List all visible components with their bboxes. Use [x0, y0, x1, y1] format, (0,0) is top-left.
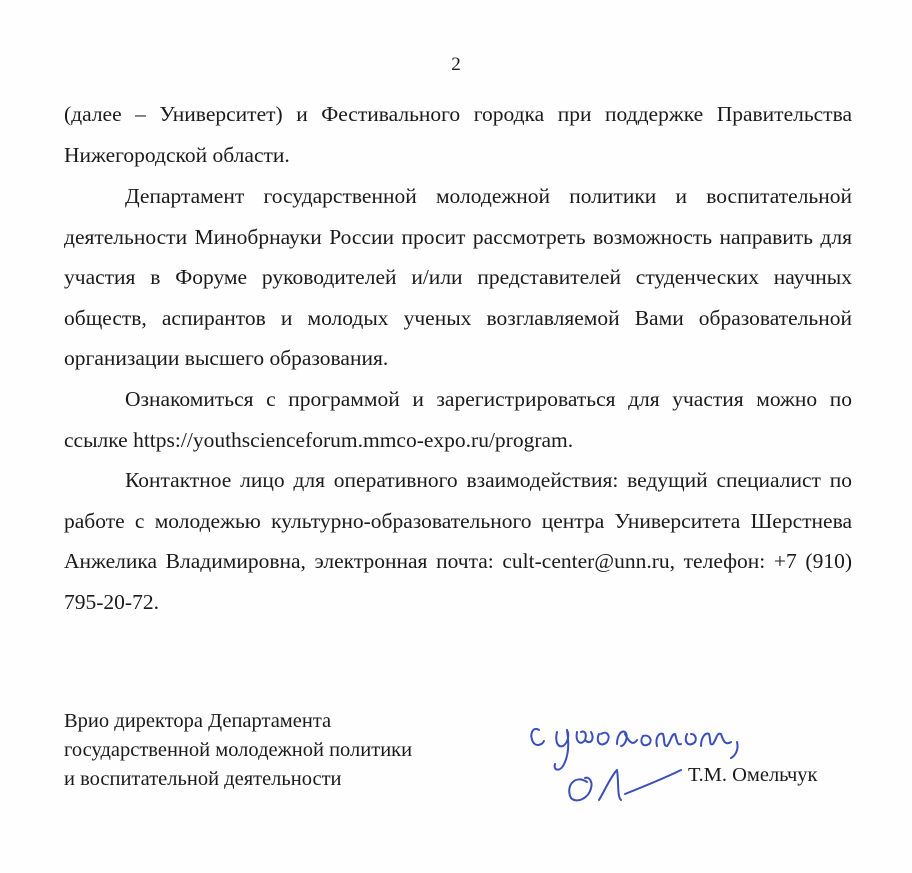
handwritten-signature: [525, 712, 775, 807]
signatory-title-line: государственной молодежной политики: [64, 739, 413, 761]
paragraph-contact-person: Контактное лицо для оперативного взаимодействия: ведущий специалист по работе с молодежью культурно-образовательного центра Университета Шерстнева Анжелика Владимировна, электронная почта: cult-center@unn.ru, телефон: +7 (910) 795-20-72.: [64, 468, 852, 614]
paragraph-registration-link: Ознакомиться с программой и зарегистрироваться для участия можно по ссылке https://youthscienceforum.mmco-expo.ru/program.: [64, 387, 852, 452]
signatory-name: Т.М. Омельчук: [688, 764, 818, 786]
signatory-title-line: и воспитательной деятельности: [64, 768, 342, 790]
page-number: 2: [451, 54, 461, 75]
signatory-title: [64, 707, 412, 794]
paragraph-request: Департамент государственной молодежной политики и воспитательной деятельности Минобрнауки России просит рассмотреть возможность направить для участия в Форуме руководителей и/или представителей студенческих научных обществ, аспирантов и молодых ученых возглавляемой Вами образовательной организации высшего образования.: [64, 184, 852, 370]
signatory-title-line: Врио директора Департамента: [64, 710, 332, 732]
paragraph-continuation: (далее – Университет) и Фестивального городка при поддержке Правительства Нижегородской области.: [64, 102, 852, 167]
